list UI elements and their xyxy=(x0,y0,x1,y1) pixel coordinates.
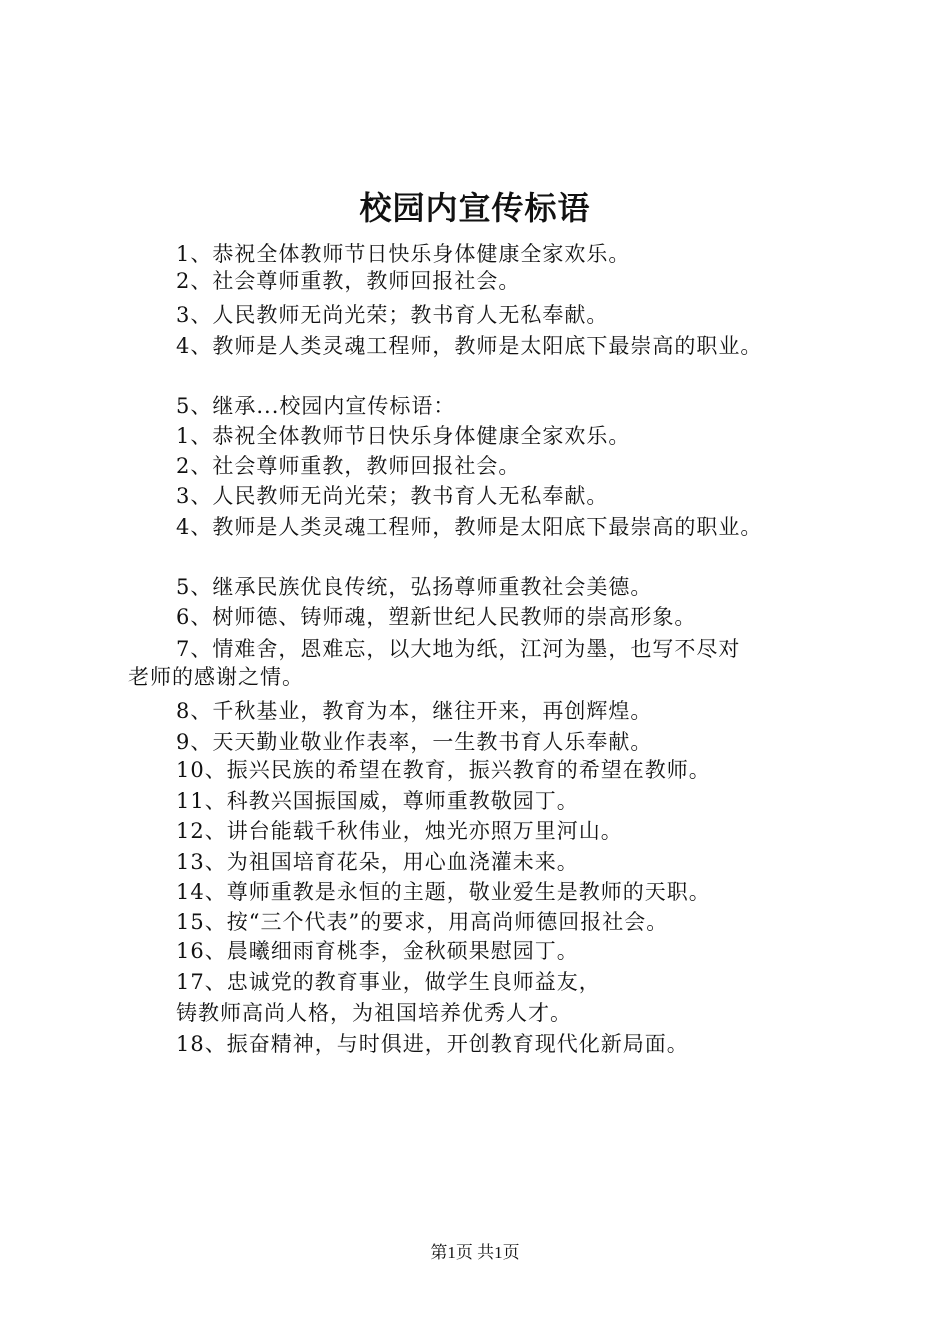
slogan-line-10: 5、继承民族优良传统，弘扬尊师重教社会美德。 xyxy=(176,575,653,599)
slogan-line-14: 8、千秋基业，教育为本，继往开来，再创辉煌。 xyxy=(176,699,653,723)
slogan-line-15: 9、天天勤业敬业作表率，一生教书育人乐奉献。 xyxy=(176,730,653,754)
slogan-line-9: 4、教师是人类灵魂工程师，教师是太阳底下最崇高的职业。 xyxy=(176,515,763,539)
slogan-line-4: 4、教师是人类灵魂工程师，教师是太阳底下最崇高的职业。 xyxy=(176,334,763,358)
slogan-line-22: 16、晨曦细雨育桃李，金秋硕果慰园丁。 xyxy=(176,939,579,963)
slogan-line-25: 18、振奋精神，与时俱进，开创教育现代化新局面。 xyxy=(176,1032,689,1056)
slogan-line-19: 13、为祖国培育花朵，用心血浇灌未来。 xyxy=(176,850,579,874)
slogan-line-20: 14、尊师重教是永恒的主题，敬业爱生是教师的天职。 xyxy=(176,880,711,904)
slogan-line-6: 1、恭祝全体教师节日快乐身体健康全家欢乐。 xyxy=(176,424,631,448)
slogan-line-3: 3、人民教师无尚光荣；教书育人无私奉献。 xyxy=(176,303,609,327)
slogan-line-23: 17、忠诚党的教育事业，做学生良师益友， xyxy=(176,970,601,994)
slogan-line-8: 3、人民教师无尚光荣；教书育人无私奉献。 xyxy=(176,484,609,508)
slogan-line-16: 10、振兴民族的希望在教育，振兴教育的希望在教师。 xyxy=(176,758,711,782)
slogan-line-18: 12、讲台能载千秋伟业，烛光亦照万里河山。 xyxy=(176,819,623,843)
page-number-footer: 第1页 共1页 xyxy=(430,1243,520,1262)
slogan-line-12: 7、情难舍，恩难忘，以大地为纸，江河为墨，也写不尽对 xyxy=(176,637,741,661)
slogan-line-5: 5、继承...校园内宣传标语： xyxy=(176,394,456,418)
document-title: 校园内宣传标语 xyxy=(359,189,591,227)
slogan-line-2: 2、社会尊师重教，教师回报社会。 xyxy=(176,269,521,293)
slogan-line-13: 老师的感谢之情。 xyxy=(128,665,304,689)
slogan-line-1: 1、恭祝全体教师节日快乐身体健康全家欢乐。 xyxy=(176,242,631,266)
slogan-line-11: 6、树师德、铸师魂，塑新世纪人民教师的崇高形象。 xyxy=(176,605,697,629)
slogan-line-21: 15、按“三个代表”的要求，用高尚师德回报社会。 xyxy=(176,910,669,934)
slogan-line-17: 11、科教兴国振国威，尊师重教敬园丁。 xyxy=(176,789,579,813)
slogan-line-7: 2、社会尊师重教，教师回报社会。 xyxy=(176,454,521,478)
slogan-line-24: 铸教师高尚人格，为祖国培养优秀人才。 xyxy=(176,1001,572,1025)
